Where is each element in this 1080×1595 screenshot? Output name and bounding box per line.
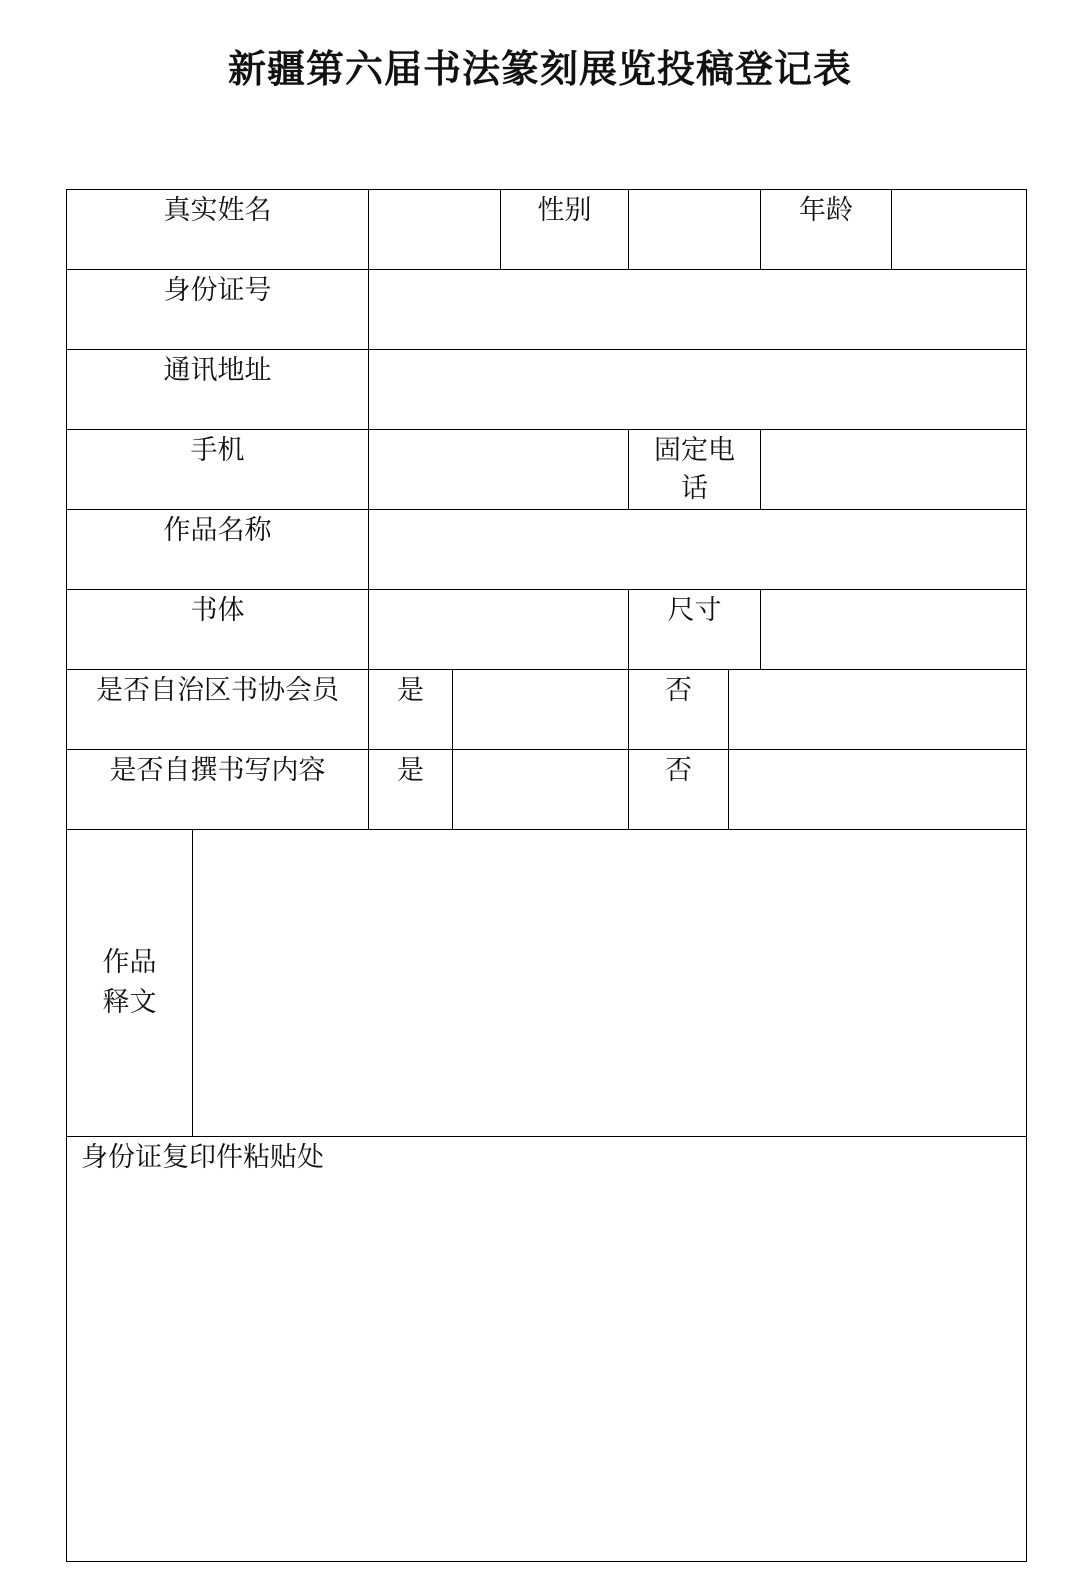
script-style-field[interactable] [369, 590, 629, 670]
association-yes-label: 是 [369, 670, 453, 750]
row-name-gender-age [67, 190, 1027, 270]
row-address [67, 350, 1027, 430]
interpretation-label-line1: 作品 [102, 947, 157, 978]
work-title-label: 作品名称 [67, 510, 369, 590]
form-title: 新疆第六届书法篆刻展览投稿登记表 [227, 46, 852, 91]
association-no-field[interactable] [729, 670, 1027, 750]
real-name-field[interactable] [369, 190, 501, 270]
row-id-number [67, 270, 1027, 350]
gender-field[interactable] [629, 190, 761, 270]
age-label: 年龄 [761, 190, 892, 270]
row-self-composed [67, 750, 1027, 830]
size-field[interactable] [761, 590, 1027, 670]
row-id-copy [67, 1137, 1027, 1562]
interpretation-label [67, 830, 193, 1137]
association-no-label: 否 [629, 670, 729, 750]
self-composed-yes-label: 是 [369, 750, 453, 830]
self-composed-label: 是否自撰书写内容 [67, 750, 369, 830]
row-work-title [67, 510, 1027, 590]
landline-label-line1: 固定电 [654, 435, 735, 466]
mobile-label: 手机 [67, 430, 369, 510]
size-label: 尺寸 [629, 590, 761, 670]
self-composed-no-field[interactable] [729, 750, 1027, 830]
row-script-size [67, 590, 1027, 670]
interpretation-field[interactable] [193, 830, 1027, 1137]
address-label: 通讯地址 [67, 350, 369, 430]
row-association-member [67, 670, 1027, 750]
id-copy-area[interactable] [67, 1137, 1027, 1562]
landline-label-line2: 话 [681, 473, 708, 504]
landline-field[interactable] [761, 430, 1027, 510]
mobile-field[interactable] [369, 430, 629, 510]
association-member-label: 是否自治区书协会员 [67, 670, 369, 750]
id-number-field[interactable] [369, 270, 1027, 350]
landline-label [629, 430, 761, 510]
work-title-field[interactable] [369, 510, 1027, 590]
gender-label: 性别 [501, 190, 629, 270]
registration-form-table [66, 189, 1027, 1562]
self-composed-yes-field[interactable] [453, 750, 629, 830]
id-number-label: 身份证号 [67, 270, 369, 350]
age-field[interactable] [892, 190, 1027, 270]
row-interpretation [67, 830, 1027, 1137]
script-style-label: 书体 [67, 590, 369, 670]
interpretation-label-line2: 释文 [102, 987, 157, 1018]
association-yes-field[interactable] [453, 670, 629, 750]
id-copy-label: 身份证复印件粘贴处 [81, 1142, 324, 1173]
address-field[interactable] [369, 350, 1027, 430]
real-name-label: 真实姓名 [67, 190, 369, 270]
self-composed-no-label: 否 [629, 750, 729, 830]
row-phone [67, 430, 1027, 510]
